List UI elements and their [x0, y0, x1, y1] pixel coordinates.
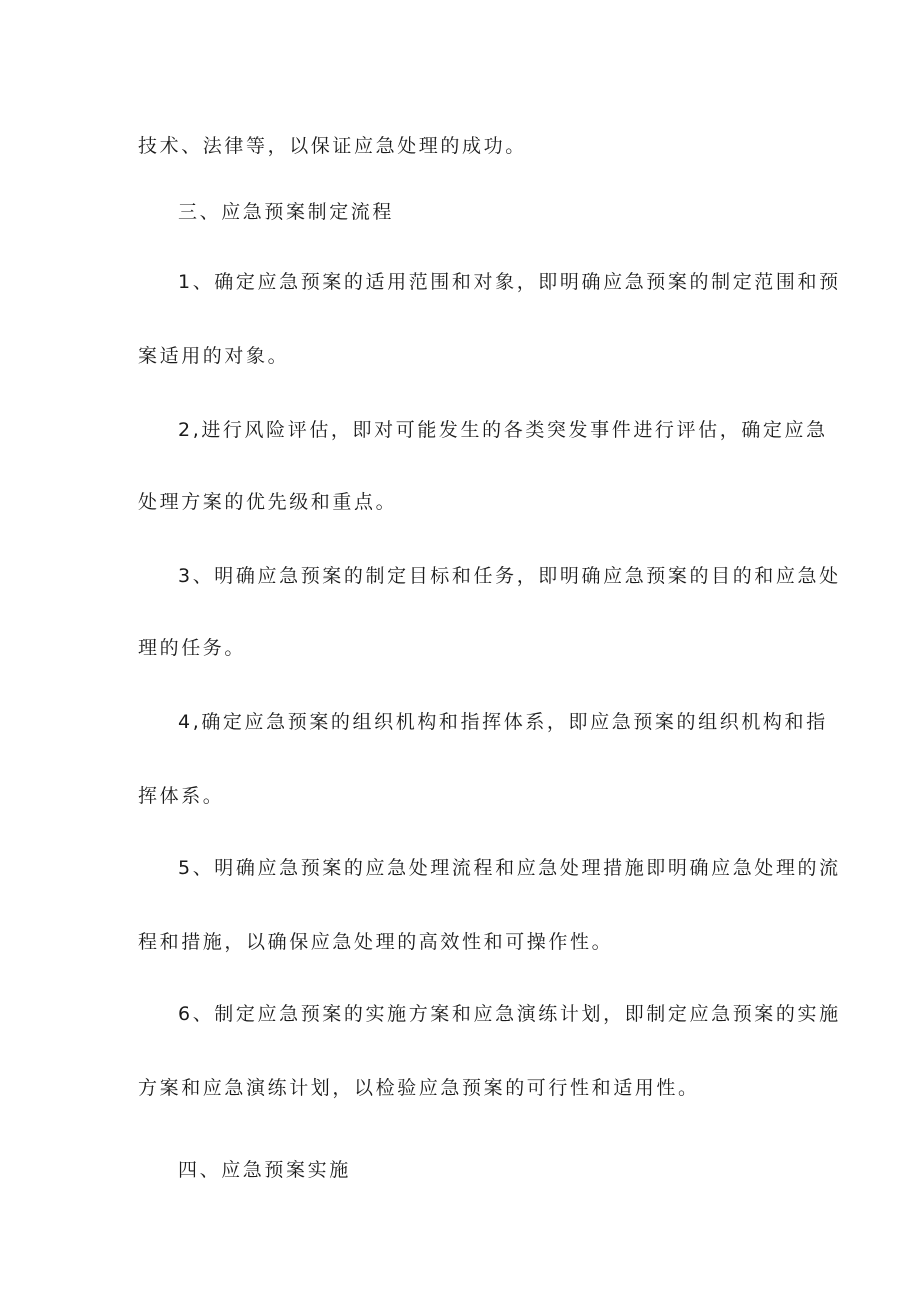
- list-item-1-line-1: 1、确定应急预案的适用范围和对象，即明确应急预案的制定范围和预: [178, 271, 841, 293]
- section-heading-3: 三、应急预案制定流程: [178, 201, 395, 223]
- paragraph-continuation-line: 技术、法律等，以保证应急处理的成功。: [138, 135, 527, 157]
- list-item-6-line-1: 6、制定应急预案的实施方案和应急演练计划，即制定应急预案的实施: [178, 1003, 841, 1025]
- list-item-4-line-2: 挥体系。: [138, 785, 225, 807]
- list-item-3-line-1: 3、明确应急预案的制定目标和任务，即明确应急预案的目的和应急处: [178, 565, 841, 587]
- list-item-3-line-2: 理的任务。: [138, 637, 247, 659]
- list-item-6-line-2: 方案和应急演练计划，以检验应急预案的可行性和适用性。: [138, 1077, 700, 1099]
- list-item-5-line-2: 程和措施，以确保应急处理的高效性和可操作性。: [138, 931, 614, 953]
- list-item-4-line-1: 4,确定应急预案的组织机构和指挥体系，即应急预案的组织机构和指: [178, 711, 828, 733]
- section-heading-4: 四、应急预案实施: [178, 1159, 351, 1181]
- list-item-2-line-1: 2,进行风险评估，即对可能发生的各类突发事件进行评估，确定应急: [178, 419, 828, 441]
- list-item-5-line-1: 5、明确应急预案的应急处理流程和应急处理措施即明确应急处理的流: [178, 857, 841, 879]
- list-item-1-line-2: 案适用的对象。: [138, 345, 290, 367]
- list-item-2-line-2: 处理方案的优先级和重点。: [138, 491, 398, 513]
